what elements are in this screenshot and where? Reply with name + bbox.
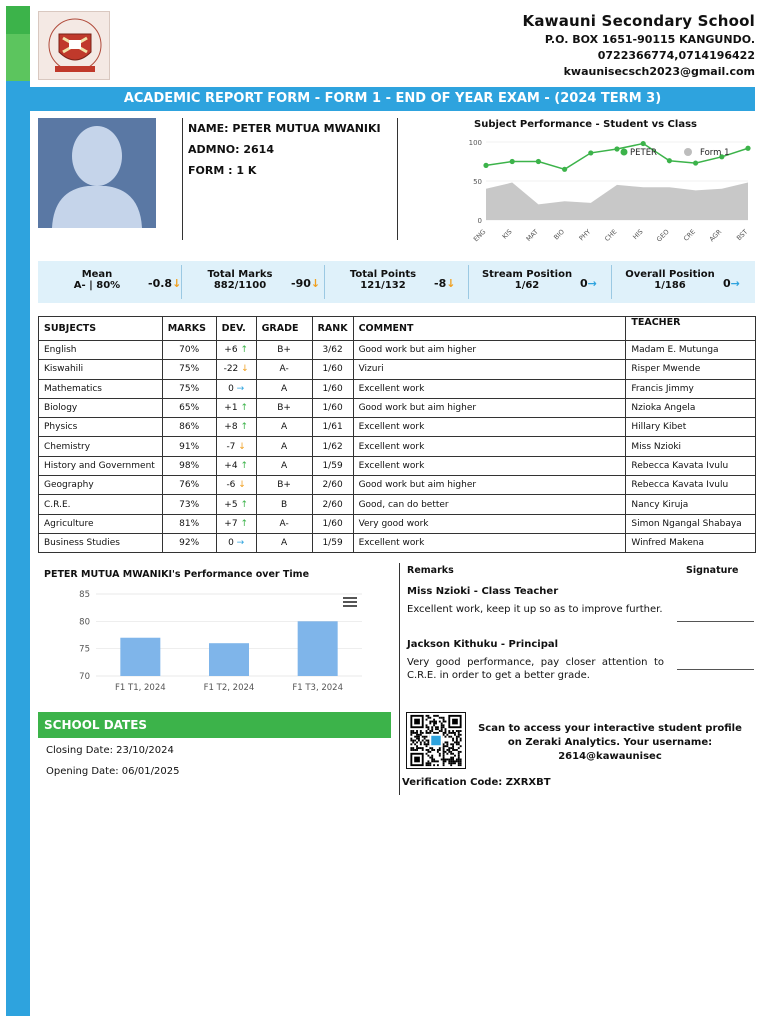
class-teacher-signature-line <box>677 621 754 622</box>
rank-cell: 2/60 <box>312 495 353 514</box>
table-row <box>39 456 756 475</box>
dev-cell: +6 ↑ <box>216 341 256 360</box>
grade-cell: A <box>256 379 312 398</box>
marks-cell: 65% <box>162 398 216 417</box>
grade-cell: A <box>256 418 312 437</box>
x-tick-label: F1 T2, 2024 <box>203 683 255 693</box>
dev-cell: +4 ↑ <box>216 456 256 475</box>
column-header-marks: MARKS <box>162 317 216 341</box>
trend-right-icon: → <box>236 538 245 549</box>
verification-code: Verification Code: ZXRXBT <box>402 777 551 788</box>
subject-cell: Geography <box>39 476 163 495</box>
teacher-cell: Miss Nzioki <box>626 437 756 456</box>
summary-stats <box>38 261 755 303</box>
marks-cell: 75% <box>162 379 216 398</box>
table-row <box>39 476 756 495</box>
subject-cell: Kiswahili <box>39 360 163 379</box>
report-banner: ACADEMIC REPORT FORM - FORM 1 - END OF YEAR EXAM - (2024 TERM 3) <box>30 87 755 111</box>
performance-chart-title: Subject Performance - Student vs Class <box>474 119 697 130</box>
class-teacher-name: Miss Nzioki - Class Teacher <box>407 586 559 597</box>
stat-mean <box>38 261 181 303</box>
stat-delta: 0→ <box>723 277 740 290</box>
x-tick-label: BST <box>734 227 750 243</box>
subjects-table <box>38 316 756 553</box>
grade-cell: B+ <box>256 341 312 360</box>
comment-cell: Excellent work <box>353 379 626 398</box>
x-tick-label: F1 T3, 2024 <box>292 683 343 693</box>
data-point[interactable] <box>614 146 619 151</box>
marks-cell: 76% <box>162 476 216 495</box>
stat-delta: 0→ <box>580 277 597 290</box>
subject-cell: Business Studies <box>39 533 163 552</box>
comment-cell: Vizuri <box>353 360 626 379</box>
rank-cell: 3/62 <box>312 341 353 360</box>
subject-cell: Chemistry <box>39 437 163 456</box>
principal-name: Jackson Kithuku - Principal <box>407 639 559 650</box>
x-tick-label: HIS <box>631 227 645 242</box>
rank-cell: 1/60 <box>312 398 353 417</box>
marks-cell: 98% <box>162 456 216 475</box>
legend-marker-form1[interactable] <box>684 148 692 156</box>
stat-label <box>181 269 299 291</box>
teacher-cell: Francis Jimmy <box>626 379 756 398</box>
stat-title: Overall Position <box>625 269 715 280</box>
comment-cell: Excellent work <box>353 456 626 475</box>
signature-title: Signature <box>686 565 739 576</box>
rank-cell: 1/61 <box>312 418 353 437</box>
table-row <box>39 360 756 379</box>
rank-cell: 1/62 <box>312 437 353 456</box>
bar[interactable] <box>209 643 249 676</box>
stat-separator <box>611 265 612 299</box>
data-point[interactable] <box>562 167 567 172</box>
trend-up-icon: ↑ <box>240 460 248 471</box>
x-tick-label: GEO <box>655 227 671 244</box>
teacher-cell: Nzioka Angela <box>626 398 756 417</box>
school-phones: 0722366774,0714196422 <box>597 49 755 62</box>
dev-cell: +7 ↑ <box>216 514 256 533</box>
teacher-cell: Rebecca Kavata Ivulu <box>626 456 756 475</box>
stat-label <box>468 269 586 291</box>
dev-cell: 0 → <box>216 533 256 552</box>
column-header-comment: COMMENT <box>353 317 626 341</box>
trend-right-icon: → <box>587 277 597 290</box>
trend-up-icon: ↑ <box>240 345 248 356</box>
x-tick-label: ENG <box>471 227 488 244</box>
principal-signature-line <box>677 669 754 670</box>
teacher-cell: Risper Mwende <box>626 360 756 379</box>
school-email: kwaunisecsch2023@gmail.com <box>563 65 755 78</box>
x-tick-label: PHY <box>577 227 593 243</box>
subject-cell: C.R.E. <box>39 495 163 514</box>
table-row <box>39 341 756 360</box>
legend-marker-peter[interactable] <box>621 149 628 156</box>
stat-value: 882/1100 <box>213 280 267 291</box>
stat-stream-position <box>468 261 611 303</box>
grade-cell: A- <box>256 360 312 379</box>
divider-vertical <box>399 563 400 795</box>
grade-cell: B+ <box>256 476 312 495</box>
decorative-bar-green-light <box>6 34 30 81</box>
stat-label <box>611 269 729 291</box>
principal-remark: Very good performance, pay closer attention to C.R.E. in order to get a better grade. <box>407 657 664 681</box>
trend-right-icon: → <box>730 277 740 290</box>
remarks-title: Remarks <box>407 565 454 576</box>
marks-cell: 73% <box>162 495 216 514</box>
teacher-cell: Winfred Makena <box>626 533 756 552</box>
history-chart-title: PETER MUTUA MWANIKI's Performance over Time <box>44 569 310 580</box>
grade-cell: B <box>256 495 312 514</box>
teacher-cell: Madam E. Mutunga <box>626 341 756 360</box>
stat-delta: -8↓ <box>434 277 456 290</box>
trend-right-icon: → <box>236 383 245 394</box>
trend-down-icon: ↓ <box>238 441 246 452</box>
subject-cell: Agriculture <box>39 514 163 533</box>
y-tick-label: 75 <box>79 644 90 655</box>
y-tick-label: 80 <box>79 617 90 628</box>
trend-down-icon: ↓ <box>241 364 249 375</box>
performance-over-time-chart <box>66 585 366 700</box>
data-point[interactable] <box>588 150 593 155</box>
data-point[interactable] <box>667 158 672 163</box>
x-tick-label: AGR <box>707 227 724 244</box>
stat-separator <box>468 265 469 299</box>
table-row <box>39 379 756 398</box>
dev-cell: +5 ↑ <box>216 495 256 514</box>
rank-cell: 2/60 <box>312 476 353 495</box>
class-teacher-remark: Excellent work, keep it up so as to improve further. <box>407 604 663 615</box>
stat-title: Mean <box>81 269 113 280</box>
grade-cell: A- <box>256 514 312 533</box>
teacher-cell: Simon Ngangal Shabaya <box>626 514 756 533</box>
data-point[interactable] <box>641 141 646 146</box>
grade-cell: B+ <box>256 398 312 417</box>
column-header-rank: RANK <box>312 317 353 341</box>
data-point[interactable] <box>693 160 698 165</box>
divider-vertical <box>182 118 183 240</box>
trend-up-icon: ↑ <box>240 403 248 414</box>
rank-cell: 1/59 <box>312 533 353 552</box>
student-info <box>188 122 381 185</box>
stat-title: Stream Position <box>481 269 573 280</box>
y-tick-label: 70 <box>79 672 90 682</box>
rank-cell: 1/60 <box>312 379 353 398</box>
dev-cell: +8 ↑ <box>216 418 256 437</box>
dev-cell: -6 ↓ <box>216 476 256 495</box>
comment-cell: Excellent work <box>353 533 626 552</box>
column-header-teacher: TEACHER <box>626 317 756 341</box>
bar[interactable] <box>120 638 160 676</box>
stat-title: Total Marks <box>207 269 273 280</box>
comment-cell: Good work but aim higher <box>353 398 626 417</box>
dev-cell: -7 ↓ <box>216 437 256 456</box>
stat-title: Total Points <box>349 269 417 280</box>
data-point[interactable] <box>510 159 515 164</box>
trend-down-icon: ↓ <box>172 277 182 290</box>
legend-label-form1[interactable]: Form 1 <box>700 148 730 158</box>
rank-cell: 1/60 <box>312 514 353 533</box>
stat-value: 1/186 <box>654 280 686 291</box>
opening-date: Opening Date: 06/01/2025 <box>46 766 180 777</box>
stat-label <box>324 269 442 291</box>
grade-cell: A <box>256 533 312 552</box>
stat-delta: -90↓ <box>291 277 321 290</box>
stat-value: 1/62 <box>514 280 540 291</box>
divider-vertical <box>397 118 398 240</box>
stat-separator <box>181 265 182 299</box>
marks-cell: 91% <box>162 437 216 456</box>
series-area-form1 <box>486 183 748 220</box>
stat-total-marks <box>181 261 324 303</box>
y-tick-label: 0 <box>477 217 482 225</box>
stat-separator <box>324 265 325 299</box>
trend-down-icon: ↓ <box>446 277 456 290</box>
x-tick-label: CHE <box>603 227 619 243</box>
data-point[interactable] <box>536 159 541 164</box>
bar[interactable] <box>298 621 338 676</box>
comment-cell: Very good work <box>353 514 626 533</box>
decorative-bar-blue <box>6 81 30 1016</box>
subject-cell: History and Government <box>39 456 163 475</box>
y-tick-label: 85 <box>79 590 90 600</box>
trend-up-icon: ↑ <box>240 499 248 510</box>
table-header <box>39 317 756 341</box>
marks-cell: 92% <box>162 533 216 552</box>
teacher-cell: Hillary Kibet <box>626 418 756 437</box>
marks-cell: 75% <box>162 360 216 379</box>
table-row <box>39 495 756 514</box>
marks-cell: 81% <box>162 514 216 533</box>
trend-up-icon: ↑ <box>240 422 248 433</box>
school-header <box>523 12 755 78</box>
trend-down-icon: ↓ <box>238 480 246 491</box>
table-row <box>39 533 756 552</box>
comment-cell: Good work but aim higher <box>353 476 626 495</box>
school-dates-title: SCHOOL DATES <box>38 712 391 738</box>
subject-cell: Physics <box>39 418 163 437</box>
data-point[interactable] <box>745 146 750 151</box>
closing-date: Closing Date: 23/10/2024 <box>46 745 174 756</box>
subject-cell: English <box>39 341 163 360</box>
data-point[interactable] <box>483 163 488 168</box>
subject-cell: Biology <box>39 398 163 417</box>
column-header-dev: DEV. <box>216 317 256 341</box>
comment-cell: Excellent work <box>353 437 626 456</box>
comment-cell: Good work but aim higher <box>353 341 626 360</box>
teacher-cell: Rebecca Kavata Ivulu <box>626 476 756 495</box>
table-row <box>39 418 756 437</box>
student-name: NAME: PETER MUTUA MWANIKI <box>188 122 381 135</box>
student-form: FORM : 1 K <box>188 164 257 177</box>
student-photo <box>38 118 156 228</box>
rank-cell: 1/60 <box>312 360 353 379</box>
x-tick-label: F1 T1, 2024 <box>115 683 166 693</box>
student-admno: ADMNO: 2614 <box>188 143 274 156</box>
column-header-grade: GRADE <box>256 317 312 341</box>
marks-cell: 86% <box>162 418 216 437</box>
x-tick-label: BIO <box>552 227 567 242</box>
chart-menu-icon[interactable] <box>343 597 357 607</box>
stat-value: A- | 80% <box>73 280 121 291</box>
comment-cell: Excellent work <box>353 418 626 437</box>
qr-code <box>406 712 466 769</box>
x-tick-label: MAT <box>524 227 540 243</box>
dev-cell: 0 → <box>216 379 256 398</box>
x-tick-label: CRE <box>682 227 698 243</box>
legend-label-peter[interactable]: PETER <box>630 148 657 158</box>
stat-value: 121/132 <box>360 280 406 291</box>
table-row <box>39 437 756 456</box>
grade-cell: A <box>256 456 312 475</box>
trend-down-icon: ↓ <box>310 277 321 290</box>
y-tick-label: 100 <box>468 139 482 147</box>
trend-up-icon: ↑ <box>240 518 248 529</box>
stat-total-points <box>324 261 467 303</box>
school-logo <box>38 11 110 80</box>
table-row <box>39 514 756 533</box>
table-row <box>39 398 756 417</box>
column-header-subjects: SUBJECTS <box>39 317 163 341</box>
dev-cell: -22 ↓ <box>216 360 256 379</box>
stat-label <box>38 269 156 291</box>
school-address: P.O. BOX 1651-90115 KANGUNDO. <box>544 33 755 46</box>
x-tick-label: KIS <box>500 227 514 241</box>
marks-cell: 70% <box>162 341 216 360</box>
teacher-cell: Nancy Kiruja <box>626 495 756 514</box>
subject-cell: Mathematics <box>39 379 163 398</box>
qr-instructions: Scan to access your interactive student profile on Zeraki Analytics. Your username: 2614@kawaunisec <box>478 723 742 762</box>
stat-overall-position <box>611 261 754 303</box>
comment-cell: Good, can do better <box>353 495 626 514</box>
subject-performance-chart <box>462 132 762 250</box>
stat-delta: -0.8↓ <box>148 277 182 290</box>
dev-cell: +1 ↑ <box>216 398 256 417</box>
grade-cell: A <box>256 437 312 456</box>
school-name: Kawauni Secondary School <box>522 12 755 30</box>
rank-cell: 1/59 <box>312 456 353 475</box>
y-tick-label: 50 <box>473 178 482 186</box>
